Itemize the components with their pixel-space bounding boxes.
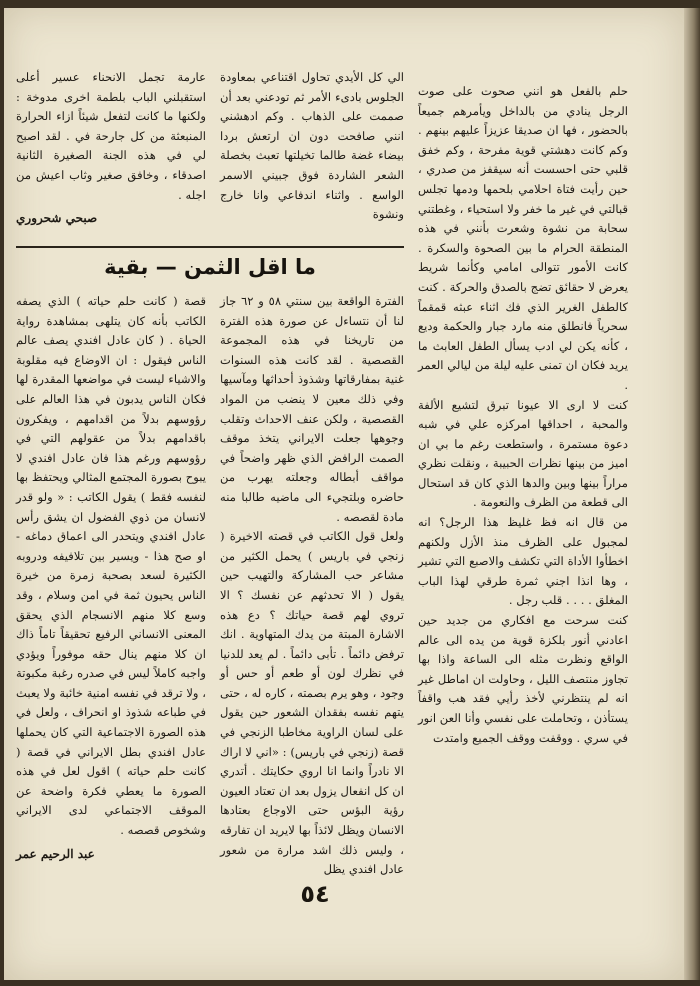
paragraph: عارمة تجمل الانحناء عسير أعلى استقبلني الباب بلطمة اخرى مدوخة : ولكنها ما كانت لتفعل شيئاً ازاء الحرارة المنبعثة من كل جارحة في . لقد اصبح لي في هذه الجنة الصغيرة الثانية اصدقاء ، وخافق صغير وثاب اعيش من اجله . (16, 70, 206, 202)
author-signature: عبد الرحيم عمر (16, 846, 95, 861)
column-left-bottom (16, 292, 206, 864)
page-number: ٥٤ (300, 880, 330, 908)
paragraph: قصة ( كانت حلم حياته ) الذي يصفه الكاتب بأنه كان يتلهى بمشاهدة رواية الحياة . ( كان عادل افندي يصف عالم الناس فيقول : ان الاوضاع فيه مقلوبة والاشياء ليست في مواضعها المقدرة لها فكان الناس يدبون في هذا العالم على رؤوسهم بدلاً من اقدامهم ، ويفكرون باقدامهم بدلاً من عقولهم التي في رؤوسهم ورغم هذا فان عادل افندي لا يبوح بصورة المجتمع المثالي ويحتفظ بها لنفسه فقط ) يقول الكاتب : « ولو قدر لانسان من ذوي الفضول ان يشق رأس عادل افندي ويتحدر الى اعماق دماغه - او صح هذا - ويسير بين تلافيفه ودروبه الكثيرة لسعد بصحبة زمرة من خيرة الناس يحيون ثمة في امن وسلام ، وقد وسع كلا منهم الانسجام الذي يحقق المعنى الانساني الرفيع تحقيقاً تاماً ذاك ان كلا منهم ينال حقه موفوراً ويؤدي واجبه كاملاً ليس في صدره رغبة مكبوتة ، ولا ترقد في نفسه امنية خائبة ولا يعبث في طباعه شذوذ او انحراف ، ولعل في هذه الصورة الاجتماعية التي كان يحملها عادل افندي بطل الايراني في قصة ( كانت حلم حياته ) اقول لعل في هذه الصورة ما يعطي فكرة واضحة عن الموقف الاجتماعي لدى الايراني وشخوص قصصه . (16, 294, 206, 838)
paragraph: حلم بالفعل هو انني صحوت على صوت الرجل ينادي من بالداخل ويأمرهم جميعاً بالحضور ، فها ان صديقا عزيزاً عليهم بينهم . وكم كانت دهشتي قوية مفرحة ، وكم خفق قلبي حتى احسست أنه سيقفز من صدري ، حين رأيت فتاة احلامي بلحمها ودمها تجلس قبالتي في غير ما خفر ولا استحياء ، وغطتني سحابة من نشوة وشعرت بأنني في هذه المنطقة الحرام ما بين الصحوة والسكرة . كانت الأمور تتوالى امامي وكأنما شريط يعرض لا حقائق تضج بالصدق والحركة . كنت كالطفل الغرير الذي فك اثناء عبثه قمقماً سحرياً فانطلق منه مارد جبار والحكمة وديع ، كأنه يكن لي ادب يسأل الطفل العابث ما يريد فكان ان تمنى عليه ليلة من ليالي العمر . (418, 84, 628, 392)
column-left-top (16, 68, 206, 238)
paragraph: الفترة الواقعة بين سنتي ٥٨ و ٦٢ جاز لنا أن نتساءل عن صورة هذه الفترة من تاريخنا في هذه المجموعة القصصية . لقد كانت هذه السنوات غنية بمفارقاتها وشذوذ أحداثها ومآسيها وفي ذلك معين لا ينضب من المواد القصصية ، ولكن عنف الاحداث وتقلب وجوهها جعلت الايراني يتخذ موقف الصمت الرافض الذي ظهر واضحاً في مواقف أبطاله وجعلته يهرب من حاضره وبلتجيء الى ماضيه طالبا منه مادة لقصصه . (220, 294, 404, 524)
paragraph: ولعل قول الكاتب في قصته الاخيرة ( زنجي في باريس ) يحمل الكثير من مشاعر حب المشاركة والتهيب حين يقول ( الا تحدثهم عن نفسك ؟ الا تروي لهم قصة حياتك ؟ دع هذه الاشارة المبتة من يدك المتهاوية . انك ترفض دائماً . تأبى دائماً . لم يعد للدنيا في نظرك لون أو طعم أو حس أو وجود ، وهو يرم بصمته ، كاره له ، حتى يتهم نفسه بفقدان الشعور حين يقول على لسان الراوية مخاطبا الزنجي في قصة (زنجي في باريس) : «اني لا اراك الا نادراً وانما انا اروي حكايتك . أتدري ان كل انفعال يزول بعد ان تعتاد العيون رؤية البؤس حتى الاوجاع بعتادها الانسان ويظل لائذاً بها لايريد ان تفارقه ، وليس ذلك اشد مرارة من شعور عادل افندي يظل (220, 529, 404, 877)
column-middle-bottom (220, 292, 404, 880)
column-right (418, 82, 628, 748)
article-title: ما اقل الثمن — بقية (104, 255, 316, 279)
author-signature: صبحي شحروري (16, 211, 98, 226)
column-middle-top (220, 68, 404, 246)
paragraph: كنت لا ارى الا عيونا تبرق لتشيع الألفة والمحبة ، احداقها امركزه علي في شبه دعوة مستمرة ، واستطعت رغم ما بي ان اميز من بينها نظرات الحبيبة ، ونقلت نظري مراراً بينها وبين والدها الذي كان قد استحال الى قطعة من الظرف والنعومة . (418, 397, 628, 510)
paragraph: كنت سرحت مع افكاري من جديد حين اعادني أنور بلكزة قوية من يده الى عالم الواقع ونظرت مثله الى الساعة واذا بها تجاوز منتصف الليل ، وحاولت ان اماطل غير انه لم ينتظرني لأخذ رأيي فقد هب واقفاً يستأذن ، وتحاملت على نفسي وأنا العن انور في سري . ووقفت ووقف الجميع وامتدت (418, 613, 628, 745)
section-divider (16, 246, 404, 248)
paragraph: من قال انه فظ غليظ هذا الرجل؟ انه لمجبول على الظرف منذ الأزل ولكنهم اخطأوا الأداة التي تكشف والاصبع التي تشير ، وها انذا اجني ثمرة طرقي لهذا الباب المغلق . . . . قلب رجل . (418, 515, 628, 608)
page-edge (684, 8, 700, 980)
paragraph: الي كل الأيدي تحاول اقتناعي بمعاودة الجلوس بادىء الأمر ثم تودعني بعد أن صممت على الذهاب . وكم ادهشني انني صافحت دون ان ارتعش بردا بيضاء غضة طالما تخيلتها تعبث بخصلة الشعر الشاردة فوق جبيني الاسمر الواسع . واثناء اندفاعي وانا خارج ونشوة (220, 70, 404, 222)
